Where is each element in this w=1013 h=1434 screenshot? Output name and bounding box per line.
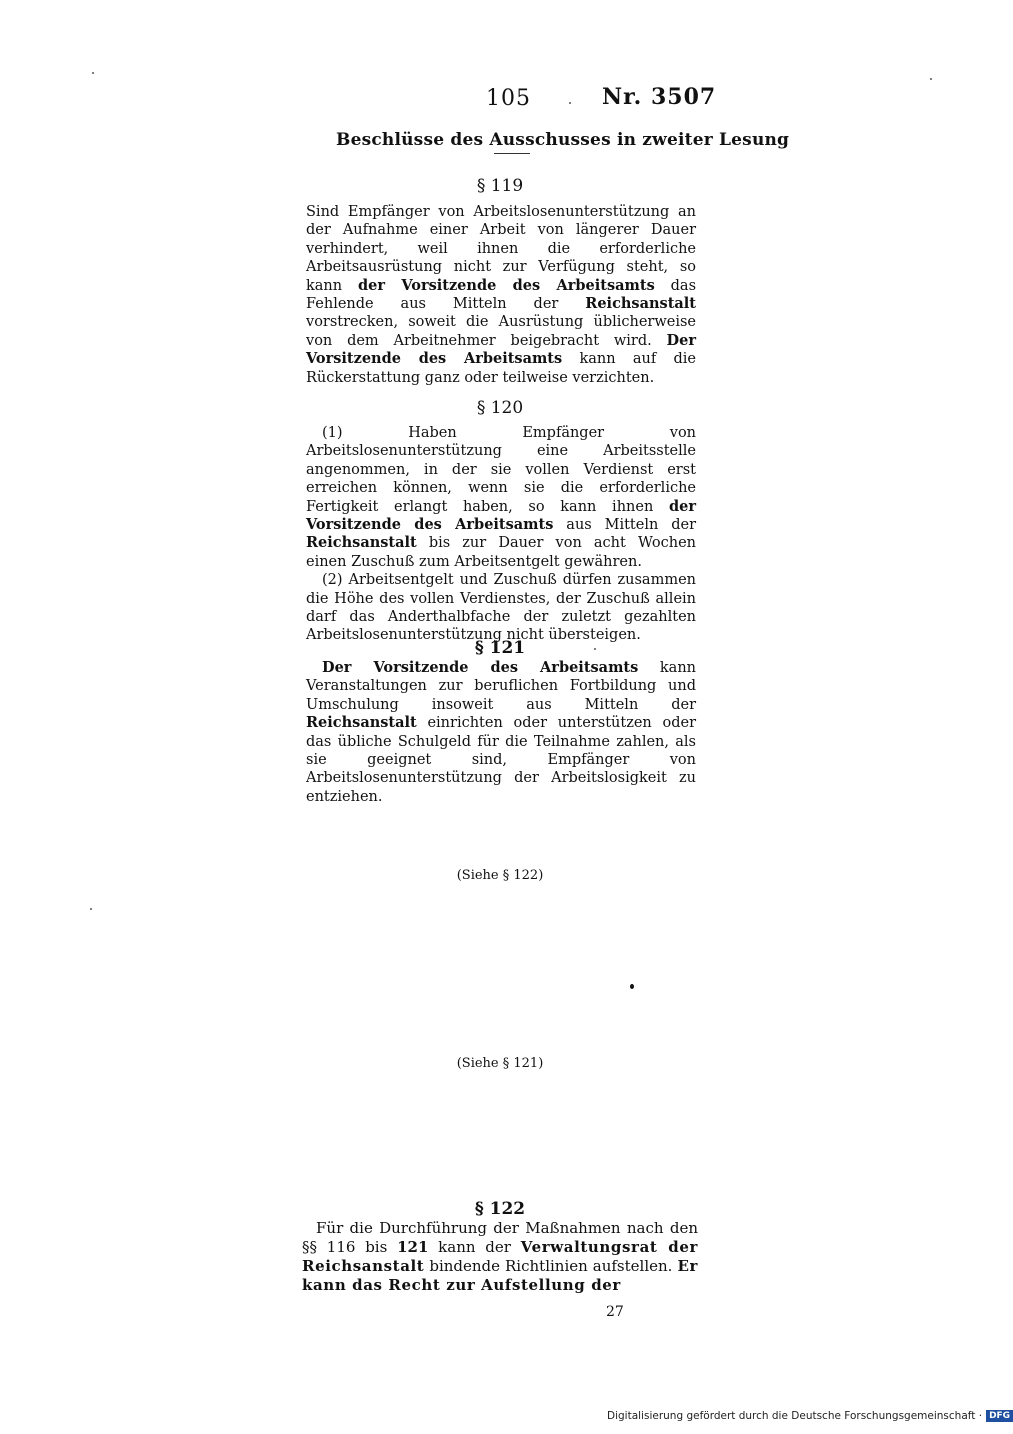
credit-text: Digitalisierung gefördert durch die Deutsche Forschungsgemeinschaft ·	[607, 1410, 983, 1422]
s121-text-2: einrichten oder unterstützen oder das übliche Schulgeld für die Teilnahme zahlen, als sie geeignet sind, Empfänger von Arbeitslosenunterstützung der Arbeitslosigkeit zu entziehen.	[306, 715, 697, 805]
s122-text-3: bindende Richtlinien aufstellen.	[429, 1257, 673, 1275]
section-119-text	[306, 203, 696, 387]
s122-bold-2: Verwaltungsrat der Reichsanstalt	[302, 1238, 698, 1275]
section-119-title: § 119	[476, 176, 524, 196]
s119-text-4: kann auf die Rückerstattung ganz oder teilweise verzichten.	[306, 351, 697, 386]
s122-text-1: Für die Durchführung der Maßnahmen nach den §§ 116 bis	[302, 1219, 698, 1256]
s120-text-4: Arbeitsentgelt und Zuschuß dürfen zusammen die Höhe des vollen Verdienstes, der Zuschuß allein darf das Anderthalbfache der zuletzt gezahlten Arbeitslosenunterstützung nicht übersteigen.	[306, 572, 696, 644]
scan-speck	[90, 908, 92, 910]
heading-underline	[494, 153, 530, 154]
s119-bold-1: der Vorsitzende des Arbeitsamts	[358, 276, 655, 294]
scan-speck	[630, 984, 634, 989]
document-number: Nr. 3507	[602, 84, 717, 110]
s120-bold-2: Reichsanstalt	[306, 534, 417, 552]
s120-text-2: aus Mitteln der	[566, 517, 697, 534]
s120-num-2: (2)	[322, 572, 343, 589]
s121-bold-1: Der Vorsitzende des Arbeitsamts	[322, 659, 639, 676]
section-121-text	[306, 659, 696, 806]
s121-bold-2: Reichsanstalt	[306, 714, 417, 732]
section-120-text	[306, 424, 696, 645]
sheet-number: 27	[606, 1304, 624, 1320]
digitization-credit	[607, 1410, 1013, 1422]
s121-text-1: kann Veranstaltungen zur beruflichen Fortbildung und Umschulung insoweit aus Mitteln der	[306, 660, 696, 713]
s122-text-2: kann der	[438, 1238, 511, 1256]
s120-bold-1: der Vorsitzende des Arbeitsamts	[306, 497, 696, 534]
s119-text-3: vorstrecken, soweit die Ausrüstung üblicherweise von dem Arbeitnehmer beigebracht wird.	[306, 314, 696, 349]
s120-text-3: bis zur Dauer von acht Wochen einen Zuschuß zum Arbeitsentgelt gewähren.	[306, 535, 696, 570]
dfg-logo: DFG	[986, 1410, 1013, 1422]
page-heading: Beschlüsse des Ausschusses in zweiter Lesung	[336, 130, 790, 150]
s120-text-1: Haben Empfänger von Arbeitslosenunterstützung eine Arbeitsstelle angenommen, in der sie vollen Verdienst erst erreichen können, wenn sie die erforderliche Fertigkeit erlangt haben, so kann ihnen	[306, 425, 697, 515]
section-120-title: § 120	[476, 398, 524, 418]
s119-text-1: Sind Empfänger von Arbeitslosenunterstützung an der Aufnahme einer Arbeit von längerer Dauer verhindert, weil ihnen die erforderliche Arbeitsausrüstung nicht zur Verfügung steht, so kann	[306, 204, 696, 294]
s119-bold-2: Reichsanstalt	[585, 295, 696, 313]
scan-speck	[930, 78, 932, 80]
s120-num-1: (1)	[322, 425, 343, 441]
scan-speck	[92, 72, 94, 74]
s119-text-2: das Fehlende aus Mitteln der	[306, 277, 697, 313]
s119-bold-3: Der Vorsitzende des Arbeitsamts	[306, 331, 696, 368]
s122-bold-3: Er kann das Recht zur Aufstellung der	[302, 1257, 698, 1294]
s122-bold-1: 121	[397, 1238, 429, 1256]
section-122-title: § 122	[474, 1199, 526, 1219]
section-121-title: § 121	[474, 638, 526, 658]
see-reference-121: (Siehe § 121)	[456, 1056, 544, 1071]
scan-speck	[569, 102, 571, 104]
scan-speck	[594, 648, 596, 650]
page-number: 105	[486, 86, 531, 111]
section-122-text	[302, 1219, 698, 1295]
see-reference-122: (Siehe § 122)	[456, 868, 544, 883]
